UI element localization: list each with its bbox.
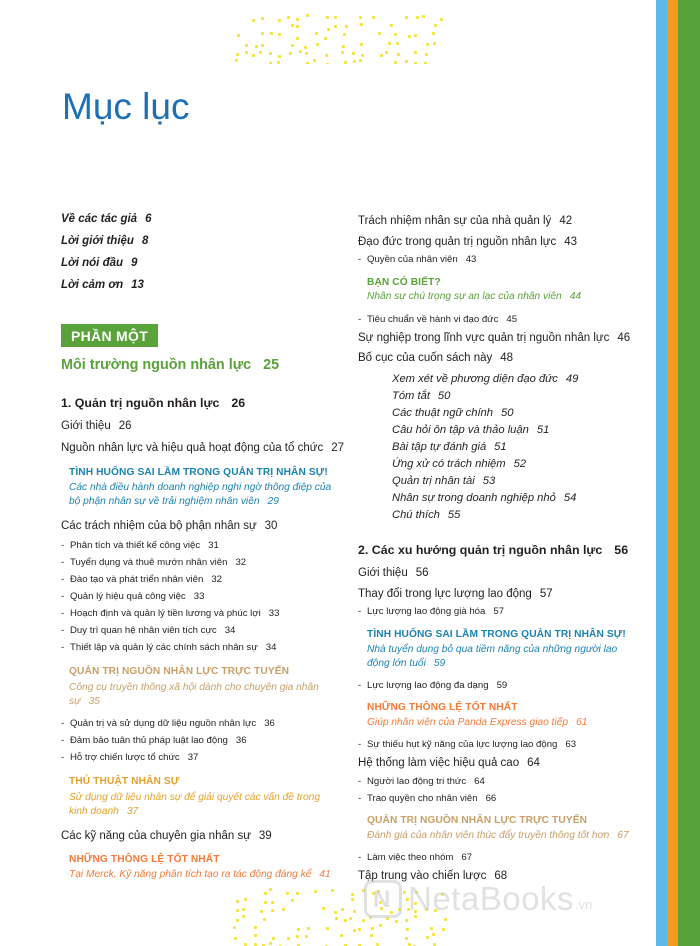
decorative-dot [261,32,264,35]
decorative-dot [331,889,334,892]
toc-entry[interactable]: Trách nhiệm nhân sự của nhà quản lý 42 [358,215,573,227]
toc-bullet[interactable]: - Quản trị và sử dụng dữ liệu nguồn nhân lực 36 [61,718,275,729]
decorative-dot [433,42,436,45]
toc-entry[interactable]: Lời nói đầu 9 [61,257,138,269]
decorative-dot [362,919,365,922]
decorative-dot [278,19,281,22]
toc-bullet[interactable]: - Quyền của nhân viên 43 [358,254,477,265]
decorative-dot [414,51,417,54]
toc-subentry[interactable]: Chú thích 55 [392,509,461,521]
decorative-dot [255,45,258,48]
toc-bullet[interactable]: - Duy trì quan hệ nhân viên tích cực 34 [61,625,236,636]
decorative-dots-top [232,14,448,64]
decorative-dot [430,927,433,930]
decorative-dot [324,37,327,40]
decorative-dot [326,927,329,930]
part-tab: PHẦN MỘT [61,324,158,347]
toc-entry[interactable]: Đạo đức trong quản trị nguồn nhân lực 43 [358,236,578,248]
decorative-dot [361,54,364,57]
decorative-dot [414,62,417,64]
toc-subentry[interactable]: Xem xét về phương diện đạo đức 49 [392,373,579,385]
box-text: Sử dụng dữ liệu nhân sự để giải quyết các vấn đề trong [69,792,321,803]
toc-bullet[interactable]: - Sự thiếu hụt kỹ năng của lực lượng lao động 63 [358,739,577,750]
toc-bullet[interactable]: - Tiêu chuẩn về hành vi đạo đức 45 [358,314,518,325]
toc-bullet[interactable]: - Tuyển dụng và thuê mướn nhân viên 32 [61,557,247,568]
decorative-dot [260,910,263,913]
decorative-dot [325,54,328,57]
toc-bullet[interactable]: - Thiết lập và quản lý các chính sách nhân sự 34 [61,642,277,653]
box-heading: NHỮNG THÔNG LỆ TỐT NHẤT [69,854,220,865]
decorative-dot [269,942,272,945]
decorative-dot [245,51,248,54]
toc-bullet[interactable]: - Phân tích và thiết kế công việc 31 [61,540,219,551]
box-text[interactable]: Đánh giá của nhân viên thúc đẩy truyền thông tốt hơn 67 [367,830,629,841]
decorative-dot [352,52,355,55]
decorative-dot [349,917,352,920]
decorative-dot [432,32,435,35]
decorative-dot [304,46,307,49]
toc-subentry[interactable]: Bài tập tự đánh giá 51 [392,441,507,453]
stripe-blue [656,0,667,946]
watermark-brand: NetaBooks [408,880,574,917]
decorative-dot [244,943,247,946]
box-text[interactable]: sự 35 [69,696,100,707]
decorative-dot [380,54,383,57]
decorative-dot [358,928,361,931]
box-text[interactable]: Giúp nhân viên của Panda Express giao tiếp 61 [367,717,588,728]
decorative-dot [269,888,272,891]
decorative-dot [414,34,417,37]
chapter-heading[interactable]: 1. Quản trị nguồn nhân lực 26 [61,396,246,410]
decorative-dot [406,928,409,931]
decorative-dot [306,14,309,17]
decorative-dot [307,927,310,930]
decorative-dot [234,937,237,940]
decorative-dot [444,918,447,921]
toc-bullet[interactable]: - Lực lượng lao động già hóa 57 [358,606,505,617]
toc-bullet[interactable]: - Người lao động tri thức 64 [358,776,485,787]
decorative-dot [254,926,257,929]
toc-bullet[interactable]: - Hoạch định và quản lý tiền lương và phúc lợi 33 [61,608,280,619]
box-text[interactable]: Nhân sự chú trọng sự an lạc của nhân viên 44 [367,291,582,302]
decorative-dot [341,51,344,54]
box-heading: THỦ THUẬT NHÂN SỰ [69,776,180,787]
decorative-dot [305,52,308,55]
box-text: Các nhà điều hành doanh nghiệp nghi ngờ thông điệp của [69,482,332,493]
decorative-dot [252,19,255,22]
decorative-dot [306,62,309,64]
decorative-dot [334,911,337,914]
decorative-dot [296,935,299,938]
decorative-dot [322,907,325,910]
decorative-dot [261,44,264,47]
decorative-dot [235,59,238,62]
decorative-dot [278,55,281,58]
box-heading: TÌNH HUỐNG SAI LẦM TRONG QUẢN TRỊ NHÂN SỰ! [367,629,626,640]
decorative-dot [405,919,408,922]
decorative-dot [271,909,274,912]
decorative-dot [269,62,272,64]
decorative-dot [370,934,373,937]
decorative-dot [359,16,362,19]
decorative-dot [270,32,273,35]
decorative-dot [353,910,356,913]
decorative-dot [264,901,267,904]
toc-bullet[interactable]: - Quản lý hiệu quả công việc 33 [61,591,205,602]
decorative-dot [277,61,280,64]
decorative-dot [360,43,363,46]
toc-subentry[interactable]: Quản trị nhân tài 53 [392,475,496,487]
toc-subentry[interactable]: Nhân sự trong doanh nghiệp nhỏ 54 [392,492,577,504]
decorative-dot [314,890,317,893]
decorative-dot [296,18,299,21]
decorative-dot [434,24,437,27]
toc-entry[interactable]: Các trách nhiệm của bộ phận nhân sự 30 [61,520,278,532]
decorative-stripes [656,0,700,946]
box-heading: QUẢN TRỊ NGUỒN NHÂN LỰC TRỰC TUYẾN [367,815,588,826]
decorative-dot [432,933,435,936]
decorative-dot [372,16,375,19]
decorative-dot [359,59,362,62]
box-text: Công cụ truyền thông xã hội dành cho chuyên gia nhân [69,682,319,693]
decorative-dot [385,51,388,54]
decorative-dot [236,919,239,922]
decorative-dot [287,16,290,19]
decorative-dot [287,937,290,940]
decorative-dot [291,24,294,27]
toc-bullet[interactable]: - Lực lượng lao động đa dạng 59 [358,680,508,691]
decorative-dot [264,892,267,895]
decorative-dot [426,43,429,46]
decorative-dot [394,61,397,64]
decorative-dot [351,898,354,901]
decorative-dot [245,44,248,47]
decorative-dot [405,937,408,940]
toc-entry[interactable]: Bố cục của cuốn sách này 48 [358,352,514,364]
page-title: Mục lục [62,86,190,127]
box-heading: BẠN CÓ BIẾT? [367,277,441,288]
toc-bullet[interactable]: - Làm việc theo nhóm 67 [358,852,473,863]
decorative-dot [351,893,354,896]
toc-subentry[interactable]: Tóm tắt 50 [392,390,451,402]
decorative-dot [233,926,236,929]
toc-entry[interactable]: Giới thiệu 26 [61,420,132,432]
decorative-dot [286,892,289,895]
toc-entry[interactable]: Sự nghiệp trong lĩnh vực quản trị nguồn nhân lực 46 [358,332,631,344]
decorative-dot [344,61,347,64]
chapter-heading[interactable]: 2. Các xu hướng quản trị nguồn nhân lực 56 [358,543,629,557]
box-text[interactable]: Tại Merck, Kỹ năng phân tích tạo ra tác động đáng kể 41 [69,869,331,880]
decorative-dot [341,908,344,911]
decorative-dot [236,900,239,903]
decorative-dot [271,901,274,904]
decorative-dot [396,42,399,45]
decorative-dot [440,18,443,21]
part-title[interactable]: Môi trường nguồn nhân lực 25 [61,357,280,373]
decorative-dot [296,25,299,28]
decorative-dot [237,34,240,37]
decorative-dot [344,919,347,922]
decorative-dot [327,28,330,31]
toc-entry[interactable]: Nguồn nhân lực và hiệu quả hoạt động của tổ chức 27 [61,442,344,454]
decorative-dot [376,943,379,946]
toc-entry[interactable]: Tập trung vào chiến lược 68 [358,870,508,882]
decorative-dot [390,24,393,27]
toc-entry[interactable]: Các kỹ năng của chuyên gia nhân sự 39 [61,830,272,842]
toc-entry[interactable]: Thay đổi trong lực lượng lao động 57 [358,588,553,600]
box-heading: QUẢN TRỊ NGUỒN NHÂN LỰC TRỰC TUYẾN [69,666,290,677]
toc-subentry[interactable]: Câu hỏi ôn tập và thảo luận 51 [392,424,550,436]
decorative-dot [335,917,338,920]
decorative-dot [379,924,382,927]
decorative-dot [426,936,429,939]
toc-bullet[interactable]: - Trao quyền cho nhân viên 66 [358,793,497,804]
decorative-dot [353,60,356,63]
decorative-dot [342,45,345,48]
box-text[interactable]: động lớn tuổi 59 [367,658,446,669]
decorative-dot [242,908,245,911]
decorative-dot [291,44,294,47]
toc-entry[interactable]: Lời giới thiệu 8 [61,235,149,247]
toc-bullet[interactable]: - Đảm bảo tuân thủ pháp luật lao động 36 [61,735,247,746]
decorative-dot [353,929,356,932]
decorative-dot [282,908,285,911]
decorative-dot [424,62,427,64]
netabooks-logo-icon: N [364,880,402,918]
toc-bullet[interactable]: - Hỗ trợ chiến lược tổ chức 37 [61,752,199,763]
decorative-dot [297,928,300,931]
decorative-dot [236,909,239,912]
decorative-dot [395,920,398,923]
decorative-dot [316,43,319,46]
toc-subentry[interactable]: Các thuật ngữ chính 50 [392,407,514,419]
decorative-dot [299,50,302,53]
stripe-green [678,0,700,946]
decorative-dot [343,33,346,36]
decorative-dot [244,898,247,901]
decorative-dot [252,54,255,57]
decorative-dot [442,928,445,931]
decorative-dot [405,60,408,63]
decorative-dot [422,15,425,18]
decorative-dot [254,934,257,937]
decorative-dot [289,52,292,55]
decorative-dot [408,35,411,38]
decorative-dot [291,899,294,902]
watermark [364,880,592,918]
decorative-dot [378,32,381,35]
toc-entry[interactable]: Lời cảm ơn 13 [61,279,144,291]
decorative-dot [345,25,348,28]
decorative-dot [425,53,428,56]
decorative-dot [394,33,397,36]
decorative-dot [340,934,343,937]
decorative-dot [397,53,400,56]
decorative-dot [334,25,337,28]
box-heading: TÌNH HUỐNG SAI LẦM TRONG QUẢN TRỊ NHÂN SỰ! [69,467,328,478]
decorative-dot [305,935,308,938]
decorative-dot [278,33,281,36]
decorative-dot [272,937,275,940]
decorative-dot [371,927,374,930]
decorative-dot [326,63,329,64]
stripe-orange [667,0,678,946]
toc-entry[interactable]: Về các tác giả 6 [61,213,152,225]
decorative-dot [296,37,299,40]
box-text[interactable]: kinh doanh 37 [69,806,139,817]
decorative-dot [296,892,299,895]
decorative-dot [334,16,337,19]
decorative-dot [242,915,245,918]
watermark-suffix: .vn [574,897,593,912]
toc-entry[interactable]: Hệ thống làm việc hiệu quả cao 64 [358,757,540,769]
box-heading: NHỮNG THÔNG LỆ TỐT NHẤT [367,702,518,713]
decorative-dot [236,53,239,56]
box-text: Nhà tuyển dụng bỏ qua tiềm năng của những người lao [367,644,618,655]
decorative-dot [259,51,262,54]
toc-entry[interactable]: Giới thiệu 56 [358,567,429,579]
decorative-dot [360,23,363,26]
toc-bullet[interactable]: - Đào tạo và phát triển nhân viên 32 [61,574,223,585]
decorative-dot [405,16,408,19]
decorative-dot [388,42,391,45]
decorative-dot [313,59,316,62]
decorative-dot [416,16,419,19]
box-text[interactable]: bộ phận nhân sự về trải nghiệm nhân viên 29 [69,496,279,507]
decorative-dot [269,52,272,55]
toc-subentry[interactable]: Ứng xử có trách nhiệm 52 [392,458,527,470]
decorative-dot [261,17,264,20]
decorative-dot [263,918,266,921]
decorative-dot [315,32,318,35]
decorative-dot [326,16,329,19]
decorative-dot [408,943,411,946]
